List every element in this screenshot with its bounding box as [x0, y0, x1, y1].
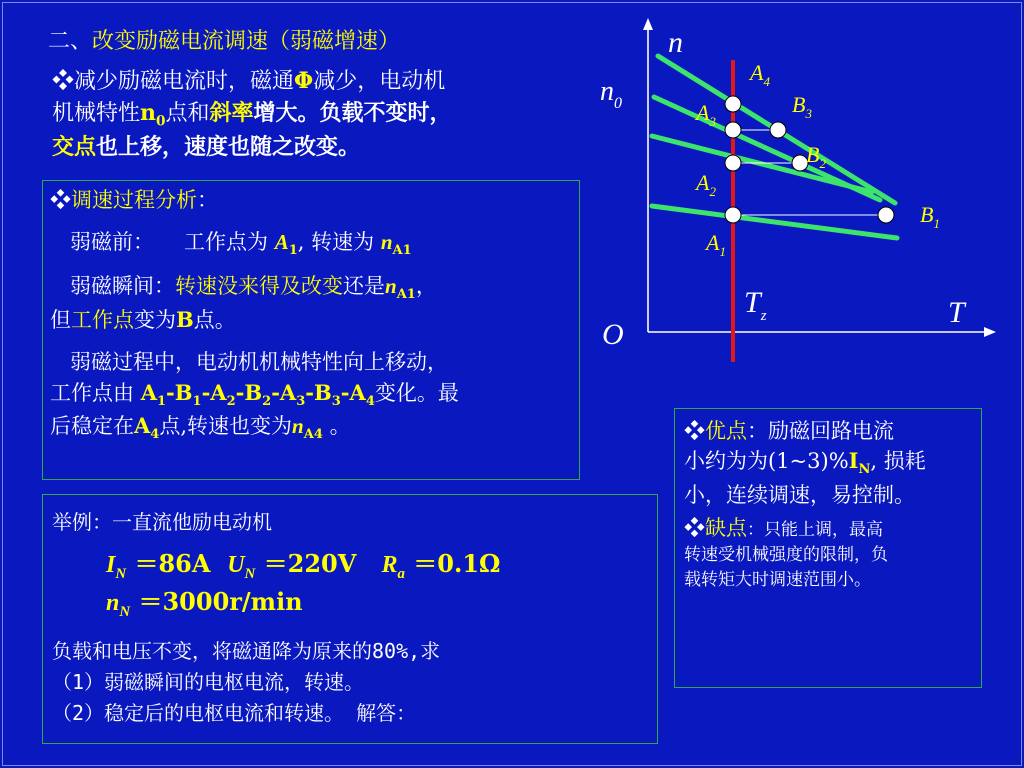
label-A3: $A_3$ [696, 100, 716, 129]
sequence-point: B [244, 379, 263, 405]
sequence-point-sub: 3 [296, 393, 306, 409]
n0-label: $n_0$ [600, 76, 622, 112]
bullet-icon: ❖ [50, 188, 71, 212]
sequence-dash: - [201, 379, 211, 405]
y-axis-label: n [668, 26, 683, 59]
analysis-process-3: 后稳定在$A_4$点,转速也变为$n_{A4}$ 。 [50, 413, 351, 443]
analysis-instant-2: 但工作点变为B点。 [50, 307, 236, 333]
sequence-point: A [349, 379, 366, 405]
example-questions: 负载和电压不变，将磁通降为原来的80%,求 （1）弱磁瞬间的电枢电流，转速。 （2）稳定后的电枢电流和转速。 解答： [52, 638, 441, 725]
example-formula-1: $I_N =86A$ $U_N =220V$ $R_a =0.1\Omega$ [106, 549, 501, 582]
analysis-instant: 弱磁瞬间：转速没来得及改变还是$n_{A1}$， [70, 274, 437, 303]
x-axis-label: T [948, 296, 965, 329]
analysis-process: 弱磁过程中，电动机机械特性向上移动， [70, 349, 448, 374]
sequence-dash: - [340, 379, 350, 405]
curve-1 [652, 206, 897, 238]
label-B2: $B_2$ [806, 142, 826, 171]
sequence-point-sub: 3 [331, 393, 341, 409]
point-A1 [725, 207, 741, 223]
analysis-before: 弱磁前： 工作点为 $A_1$, 转速为 $n_{A1}$ [70, 229, 412, 258]
point-A3 [725, 122, 741, 138]
origin-label: O [602, 318, 624, 351]
sequence-point-sub: 2 [226, 393, 236, 409]
x-axis-arrow [984, 327, 996, 337]
sequence-dash: - [271, 379, 280, 405]
label-A4: $A_4$ [750, 60, 770, 89]
label-B1: $B_1$ [920, 202, 940, 231]
point-A2 [725, 155, 741, 171]
point-B3 [770, 122, 786, 138]
analysis-heading: ❖调速过程分析： [50, 188, 218, 212]
sequence-point-sub: 4 [365, 393, 375, 409]
bullet-icon: ❖ [52, 69, 75, 94]
characteristic-lines [652, 56, 897, 238]
bullet-icon: ❖ [684, 515, 705, 540]
sequence-point-sub: 1 [192, 393, 202, 409]
slide-title: 二、改变励磁电流调速（弱磁增速） [48, 29, 401, 54]
sequence-point-sub: 1 [156, 393, 167, 409]
y-axis-arrow [643, 18, 653, 30]
sequence-dash: - [305, 379, 314, 405]
sequence-point-sub: 2 [262, 393, 272, 409]
example-title: 举例：一直流他励电动机 [52, 510, 272, 534]
bullet-icon: ❖ [684, 419, 705, 443]
sequence-point: A [279, 379, 297, 405]
point-B1 [878, 207, 894, 223]
sequence-point: B [174, 379, 193, 405]
tz-label: $T_z$ [744, 286, 767, 324]
sequence-point: A [210, 379, 227, 405]
label-A2: $A_2$ [696, 170, 716, 199]
example-formula-2: $n_N =3000r/\min$ [106, 587, 303, 621]
sequence-dash: - [166, 379, 175, 405]
sequence-dash: - [235, 379, 245, 405]
analysis-process-2: 工作点由 $A_1-B_1-A_2-B_2-A_3-B_3-A_4$变化。最 [50, 379, 459, 409]
sequence-point: B [313, 379, 332, 405]
intro-paragraph: ❖减少励磁电流时，磁通Φ减少，电动机 机械特性$n_0$点和斜率增大。负载不变时， 交点也上移，速度也随之改变。 [52, 68, 452, 161]
pros-cons-content: ❖优点：励磁回路电流 小约为为$(1\sim 3)\%I_N$, 损耗 小，连续调速，易控制。 ❖缺点：只能上调，最高 转速受机械强度的限制，负 载转矩大时调速范围小。 [684, 419, 926, 590]
label-B3: $B_3$ [792, 92, 812, 121]
label-A1: $A_1$ [706, 230, 726, 259]
point-A4 [725, 96, 741, 112]
sequence-point: A [140, 379, 157, 405]
